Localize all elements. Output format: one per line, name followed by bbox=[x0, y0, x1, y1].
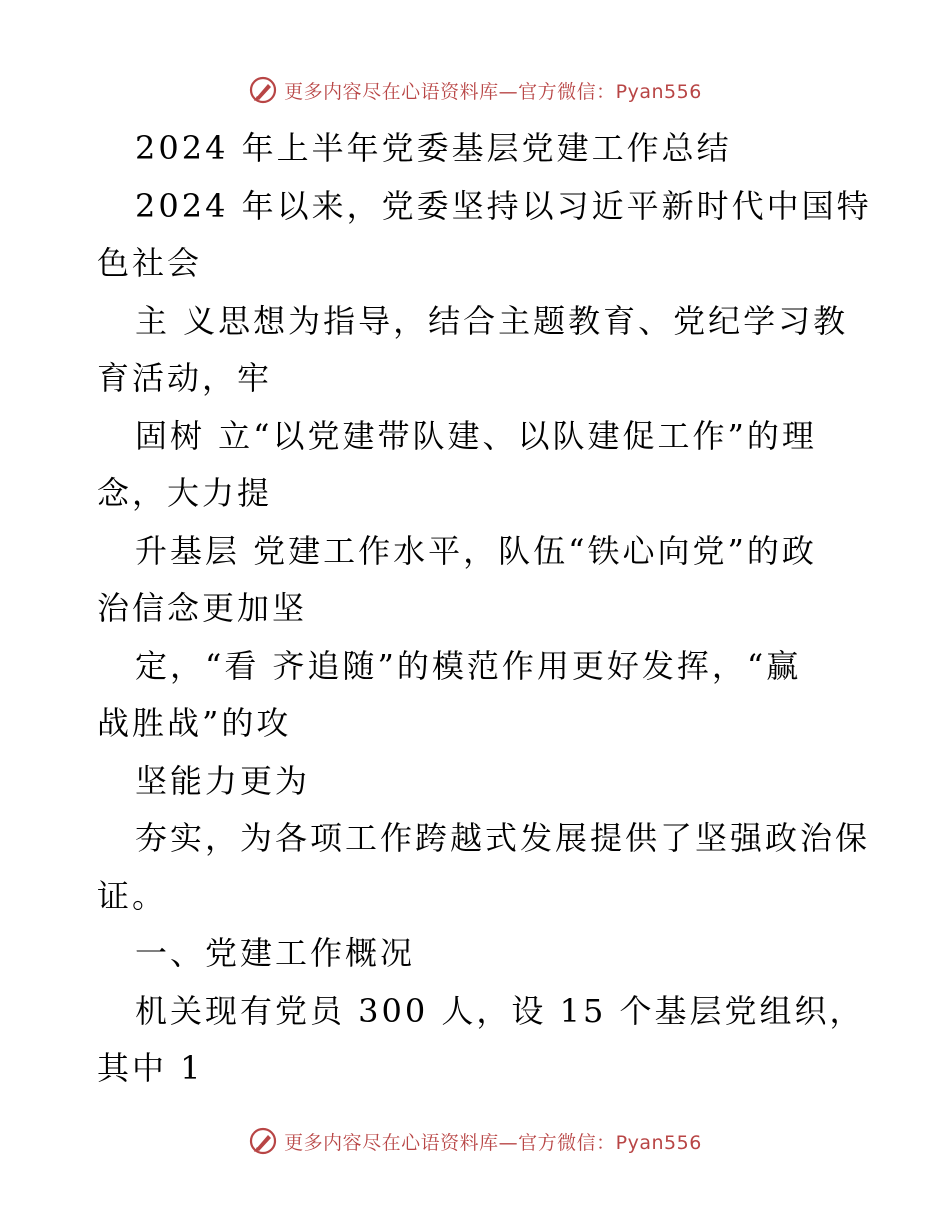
document-line: 治信念更加坚 bbox=[97, 589, 308, 627]
document-line: 色社会 bbox=[97, 244, 203, 282]
document-line: 主 义思想为指导，结合主题教育、党纪学习教 bbox=[135, 301, 849, 340]
document-line: 升基层 党建工作水平，队伍“铁心向党”的政 bbox=[135, 531, 817, 570]
document-line: 其中 1 bbox=[97, 1049, 204, 1087]
document-line: 坚能力更为 bbox=[135, 761, 311, 800]
document-line: 机关现有党员 300 人，设 15 个基层党组织， bbox=[135, 991, 865, 1030]
watermark-text: 更多内容尽在心语资料库—官方微信：Pyan556 bbox=[284, 1131, 702, 1154]
document-line: 定，“看 齐追随”的模范作用更好发挥，“赢 bbox=[135, 646, 802, 685]
document-body bbox=[97, 120, 872, 1098]
document-line: 夯实，为各项工作跨越式发展提供了坚强政治保 bbox=[135, 819, 871, 857]
footer-watermark bbox=[0, 1121, 950, 1161]
document-line: 育活动，牢 bbox=[97, 359, 273, 397]
header-watermark bbox=[0, 70, 950, 110]
document-line: 一、党建工作概况 bbox=[135, 934, 416, 972]
pen-logo-icon bbox=[248, 75, 278, 105]
document-line: 2024 年以来，党委坚持以习近平新时代中国特 bbox=[135, 186, 872, 225]
watermark-text: 更多内容尽在心语资料库—官方微信：Pyan556 bbox=[284, 80, 702, 103]
document-line: 2024 年上半年党委基层党建工作总结 bbox=[135, 129, 732, 167]
pen-logo-icon bbox=[248, 1126, 278, 1156]
document-line: 战胜战”的攻 bbox=[97, 704, 292, 742]
document-line: 证。 bbox=[97, 876, 168, 915]
document-line: 固树 立“以党建带队建、以队建促工作”的理 bbox=[135, 416, 817, 455]
document-line: 念，大力提 bbox=[97, 474, 273, 512]
